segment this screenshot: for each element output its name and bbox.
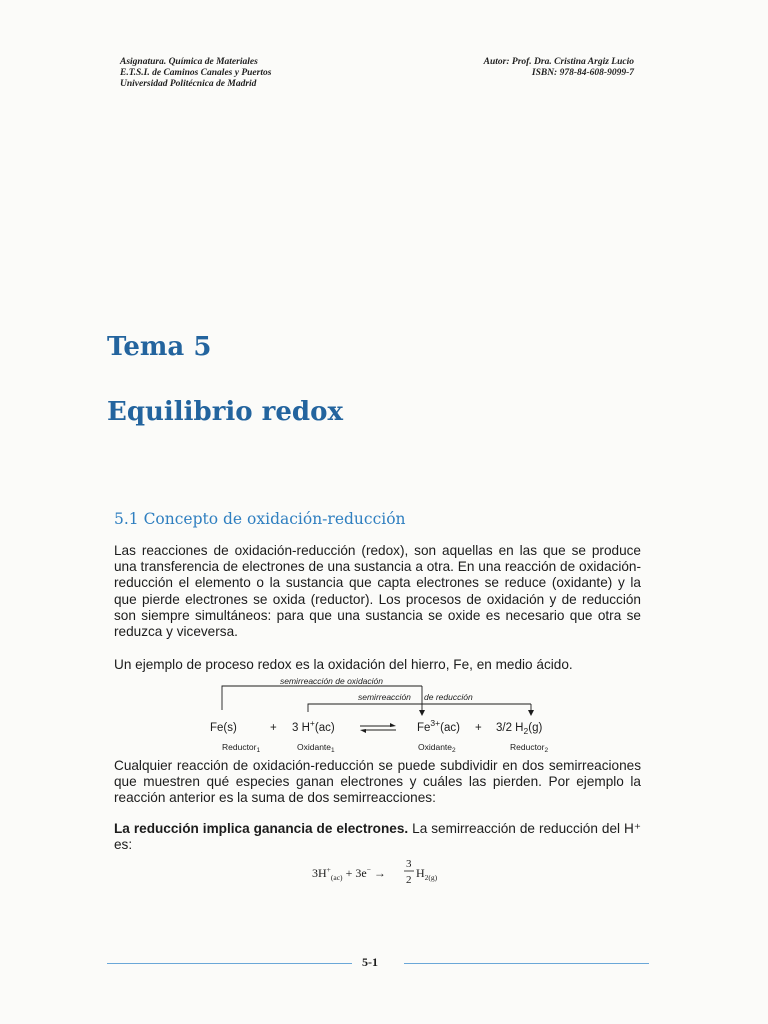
paragraph-semireactions: Cualquier reacción de oxidación-reducción se puede subdividir en dos semirreaciones que muestren qué especies ganan electrones y cuáles las pierden. Por ejemplo la reacción anterior es la suma de dos semirreacciones:	[114, 758, 641, 806]
equation-rhs: $H_{2(g)}$	[416, 866, 438, 882]
header-author: Autor: Prof. Dra. Cristina Argiz Lucio	[483, 57, 634, 67]
species-fe: Fe(s)	[210, 722, 237, 734]
page-number: 5-1	[362, 955, 378, 969]
fraction-denominator: 2	[406, 874, 412, 886]
role-reductor-1: Reductor$_1$	[222, 742, 261, 754]
equilibrium-arrow-icon	[360, 723, 396, 733]
section-heading: 5.1 Concepto de oxidación-reducción	[114, 510, 406, 528]
reduction-half-equation	[312, 856, 462, 892]
role-oxidante-2: Oxidante$_2$	[418, 742, 456, 754]
header-author-info	[484, 57, 634, 79]
label-reduction-b: de reducción	[424, 692, 473, 702]
plus-sign-1: +	[270, 722, 277, 734]
reduction-definition-bold: La reducción implica ganancia de electrones.	[114, 821, 409, 836]
header-university: Universidad Politécnica de Madrid	[120, 79, 257, 89]
header-school: E.T.S.I. de Caminos Canales y Puertos	[120, 68, 272, 78]
chapter-number: Tema 5	[107, 332, 212, 362]
label-reduction-a: semirreacción	[358, 692, 411, 702]
footer-rule-left	[107, 963, 352, 964]
paragraph-reduction	[114, 821, 641, 853]
footer-rule-right	[404, 963, 649, 964]
oxidation-arrowhead	[419, 710, 425, 716]
reduction-definition-rest: La semirreacción de reducción del H⁺ es:	[114, 821, 642, 853]
header-course: Asignatura. Química de Materiales	[120, 57, 258, 67]
plus-sign-2: +	[475, 722, 482, 734]
fraction-numerator: 3	[406, 858, 412, 870]
chapter-title: Equilibrio redox	[107, 397, 343, 427]
role-reductor-2: Reductor$_2$	[510, 742, 549, 754]
label-oxidation: semirreacción de oxidación	[280, 676, 383, 686]
equation-lhs: $3H^+_{(ac)} + 3e^-$ →	[312, 865, 386, 882]
paragraph-example: Un ejemplo de proceso redox es la oxidación del hierro, Fe, en medio ácido.	[114, 657, 573, 672]
redox-reaction-diagram	[210, 672, 580, 756]
reduction-arrowhead	[528, 710, 534, 716]
species-fe3-ion: $Fe^{3+}(ac)$	[417, 718, 460, 734]
header-isbn: ISBN: 978-84-608-9099-7	[531, 68, 634, 78]
role-oxidante-1: Oxidante$_1$	[297, 742, 335, 754]
paragraph-definition: Las reacciones de oxidación-reducción (redox), son aquellas en las que se produce una transferencia de electrones de una sustancia a otra. En una reacción de oxidación-reducción el elemento o la sustancia que capta electrones se reduce (oxidante) y la que pierde electrones se oxida (reductor). Los procesos de oxidación y de reducción son siempre simultáneos: para que una sustancia se oxide es necesario que otra se reduzca y viceversa.	[114, 543, 641, 640]
species-h2-gas: 3/2 $H_2(g)$	[496, 722, 543, 736]
header-course-info	[120, 57, 271, 90]
species-h-ion: 3 H+(ac)	[292, 718, 335, 734]
